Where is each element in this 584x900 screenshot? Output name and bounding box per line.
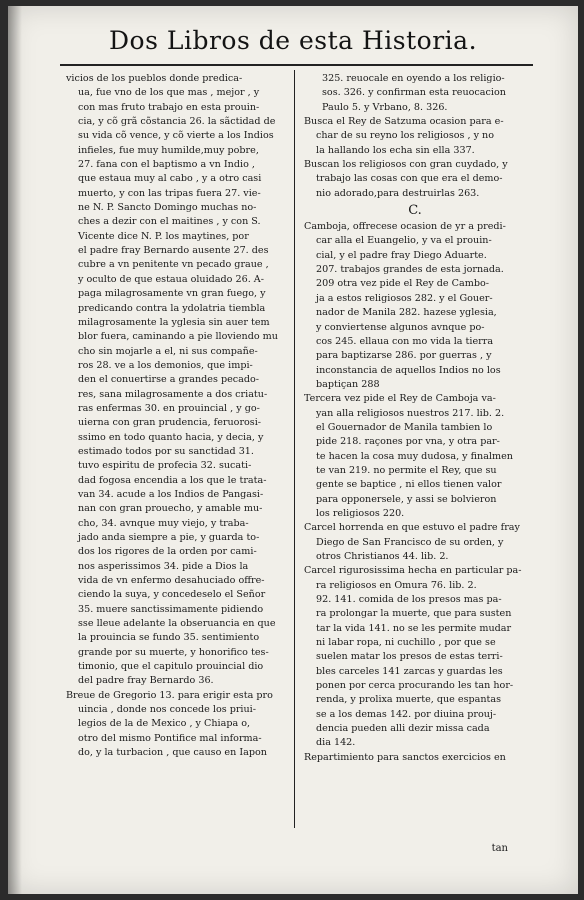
text-line: inconstancia de aquellos Indios no los: [316, 364, 501, 376]
text-line: del padre fray Bernardo 36.: [78, 675, 214, 687]
text-line: cubre a vn penitente vn pecado graue ,: [78, 259, 269, 271]
text-line: ua, fue vno de los que mas , mejor , y: [78, 87, 260, 99]
text-line: Busca el Rey de Satzuma ocasion para e-: [304, 116, 504, 128]
left-column: [66, 72, 288, 761]
text-line: y conviertense algunos avnque po-: [316, 321, 485, 333]
text-line: 207. trabajos grandes de esta jornada.: [316, 264, 504, 276]
index-entry: [66, 689, 288, 761]
text-line: para opponersele, y assi se bolvieron: [316, 493, 497, 505]
text-line: cho, 34. avnque muy viejo, y traba-: [78, 517, 249, 529]
text-line: estimado todos por su sanctidad 31.: [78, 445, 254, 457]
text-line: cho sin mojarle a el, ni sus compañe-: [78, 345, 258, 357]
text-line: infieles, fue muy humilde,muy pobre,: [78, 144, 259, 156]
text-line: 92. 141. comida de los presos mas pa-: [316, 594, 502, 606]
text-line: nos asperissimos 34. pide a Dios la: [78, 560, 249, 572]
index-entry: [304, 564, 526, 750]
text-line: nan con gran prouecho, y amable mu-: [78, 503, 263, 515]
book-page: [8, 6, 578, 894]
text-line: sos. 326. y confirman esta reuocacion: [322, 87, 506, 99]
catchword: tan: [491, 843, 508, 854]
text-line: sse lleue adelante la obseruancia en que: [78, 618, 276, 630]
text-line: predicando contra la ydolatria tiembla: [78, 302, 266, 314]
text-line: cia, y cõ grã cõstancia 26. la sãctidad de: [78, 116, 276, 128]
text-line: Paulo 5. y Vrbano, 8. 326.: [322, 101, 448, 113]
text-line: 35. muere sanctissimamente pidiendo: [78, 603, 264, 615]
text-line: el padre fray Bernardo ausente 27. des: [78, 245, 269, 257]
text-line: 209 otra vez pide el Rey de Cambo-: [316, 278, 489, 290]
text-line: para baptizarse 286. por guerras , y: [316, 350, 492, 362]
text-line: Camboja, offrecese ocasion de yr a predi-: [304, 221, 506, 233]
text-line: dad fogosa encendia a los que le trata-: [78, 474, 267, 486]
index-entry: [304, 115, 526, 158]
text-line: uierna con gran prudencia, feruorosi-: [78, 417, 262, 429]
text-line: van 34. acude a los Indios de Pangasi-: [78, 488, 264, 500]
text-line: los religiosos 220.: [316, 507, 405, 519]
binding-shadow: [8, 6, 22, 894]
text-line: milagrosamente la yglesia sin auer tem: [78, 316, 270, 328]
text-line: dencia pueden alli dezir missa cada: [316, 723, 490, 735]
text-line: uincia , donde nos concede los priui-: [78, 704, 256, 716]
text-line: cos 245. ellaua con mo vida la tierra: [316, 335, 494, 347]
text-line: otros Christianos 44. lib. 2.: [316, 551, 449, 562]
text-line: se a los demas 142. por diuina prouj-: [316, 708, 497, 720]
text-line: la hallando los echa sin ella 337.: [316, 144, 475, 156]
header-rule: [60, 64, 533, 66]
index-entry: [304, 521, 526, 564]
text-line: Vicente dice N. P. los maytines, por: [78, 230, 249, 242]
text-line: gente se baptice , ni ellos tienen valor: [316, 479, 502, 491]
text-line: te van 219. no permite el Rey, que su: [316, 464, 497, 476]
index-entry: [304, 220, 526, 392]
text-line: bles carceles 141 zarcas y guardas les: [316, 665, 503, 677]
text-line: pide 218. raçones por vna, y otra par-: [316, 436, 500, 448]
text-line: vicios de los pueblos donde predica-: [66, 73, 243, 84]
text-line: ra religiosos en Omura 76. lib. 2.: [316, 579, 477, 591]
text-line: ros 28. ve a los demonios, que impi-: [78, 359, 253, 371]
text-line: blor fuera, caminando a pie lloviendo mu: [78, 331, 278, 343]
right-column-entries-b: [304, 72, 526, 201]
index-entry: [304, 158, 526, 201]
text-line: ne N. P. Sancto Domingo muchas no-: [78, 202, 257, 214]
text-line: ras enfermas 30. en prouincial , y go-: [78, 402, 260, 414]
text-line: muerto, y con las tripas fuera 27. vie-: [78, 187, 261, 199]
text-line: 27. fana con el baptismo a vn Indio ,: [78, 159, 255, 171]
text-line: den el conuertirse a grandes pecado-: [78, 374, 260, 386]
text-line: dia 142.: [316, 737, 356, 749]
text-line: su vida cõ vence, y cõ vierte a los Indios: [78, 130, 274, 142]
text-line: Carcel rigurosissima hecha en particular pa-: [304, 565, 522, 577]
text-line: Repartimiento para sanctos exercicios en: [304, 751, 506, 763]
text-line: te hacen la cosa muy dudosa, y finalmen: [316, 450, 513, 462]
text-line: y oculto de que estaua oluidado 26. A-: [78, 273, 264, 285]
text-line: char de su reyno los religiosos , y no: [316, 130, 495, 142]
text-line: baptiçan 288: [316, 378, 380, 390]
text-line: ponen por cerca procurando les tan hor-: [316, 680, 514, 692]
text-line: el Gouernador de Manila tambien lo: [316, 421, 493, 433]
text-line: vida de vn enfermo desahuciado offre-: [78, 575, 265, 587]
text-line: nio adorado,para destruirlas 263.: [316, 187, 480, 199]
text-line: nador de Manila 282. hazese yglesia,: [316, 307, 497, 319]
text-line: otro del mismo Pontifice mal informa-: [78, 732, 262, 744]
right-column: [304, 72, 526, 765]
index-entry: [66, 72, 288, 689]
text-line: timonio, que el capitulo prouincial dio: [78, 661, 264, 673]
text-line: Diego de San Francisco de su orden, y: [316, 536, 504, 548]
index-entry: [304, 72, 526, 115]
text-line: renda, y prolixa muerte, que espantas: [316, 694, 502, 706]
text-line: grande por su muerte, y honorifico tes-: [78, 646, 269, 658]
text-line: la prouincia se fundo 35. sentimiento: [78, 632, 260, 644]
text-line: jado anda siempre a pie, y guarda to-: [78, 532, 260, 543]
text-line: cial, y el padre fray Diego Aduarte.: [316, 249, 487, 261]
text-line: paga milagrosamente vn gran fuego, y: [78, 288, 266, 300]
text-line: ni labar ropa, ni cuchillo , por que se: [316, 637, 496, 649]
text-line: Breue de Gregorio 13. para erigir esta pro: [66, 689, 273, 701]
text-line: res, sana milagrosamente a dos criatu-: [78, 388, 268, 400]
text-line: ssimo en todo quanto hacia, y decia, y: [78, 431, 264, 443]
text-line: dos los rigores de la orden por cami-: [78, 546, 257, 558]
text-line: suelen matar los presos de estas terri-: [316, 651, 503, 663]
text-line: 325. reuocale en oyendo a los religio-: [322, 73, 505, 84]
text-line: tar la vida 141. no se les permite mudar: [316, 622, 512, 634]
text-line: tuvo espiritu de profecia 32. sucati-: [78, 460, 252, 472]
index-entry: [304, 751, 526, 765]
text-line: ches a dezir con el maitines , y con S.: [78, 216, 261, 228]
text-line: car alla el Euangelio, y va el prouin-: [316, 235, 492, 247]
text-line: que estaua muy al cabo , y a otro casi: [78, 173, 262, 185]
text-line: Tercera vez pide el Rey de Camboja va-: [304, 393, 496, 405]
text-line: Carcel horrenda en que estuvo el padre fray: [304, 522, 520, 534]
text-line: do, y la turbacion , que causo en Iapon: [78, 747, 267, 759]
text-line: Buscan los religiosos con gran cuydado, y: [304, 159, 508, 171]
text-line: legios de la de Mexico , y Chiapa o,: [78, 718, 251, 730]
section-letter: C.: [408, 203, 422, 219]
text-line: ciendo la suya, y concedeselo el Señor: [78, 589, 266, 601]
text-line: con mas fruto trabajo en esta prouin-: [78, 101, 260, 113]
text-line: ja a estos religiosos 282. y el Gouer-: [316, 292, 493, 304]
index-entry: [304, 392, 526, 521]
text-line: yan alla religiosos nuestros 217. lib. 2.: [316, 407, 505, 419]
column-divider: [294, 70, 295, 828]
running-header: Dos Libros de esta Historia.: [108, 26, 478, 55]
text-line: trabajo las cosas con que era el demo-: [316, 173, 503, 185]
text-line: ra prolongar la muerte, que para susten: [316, 608, 512, 620]
right-column-entries-c: [304, 220, 526, 765]
